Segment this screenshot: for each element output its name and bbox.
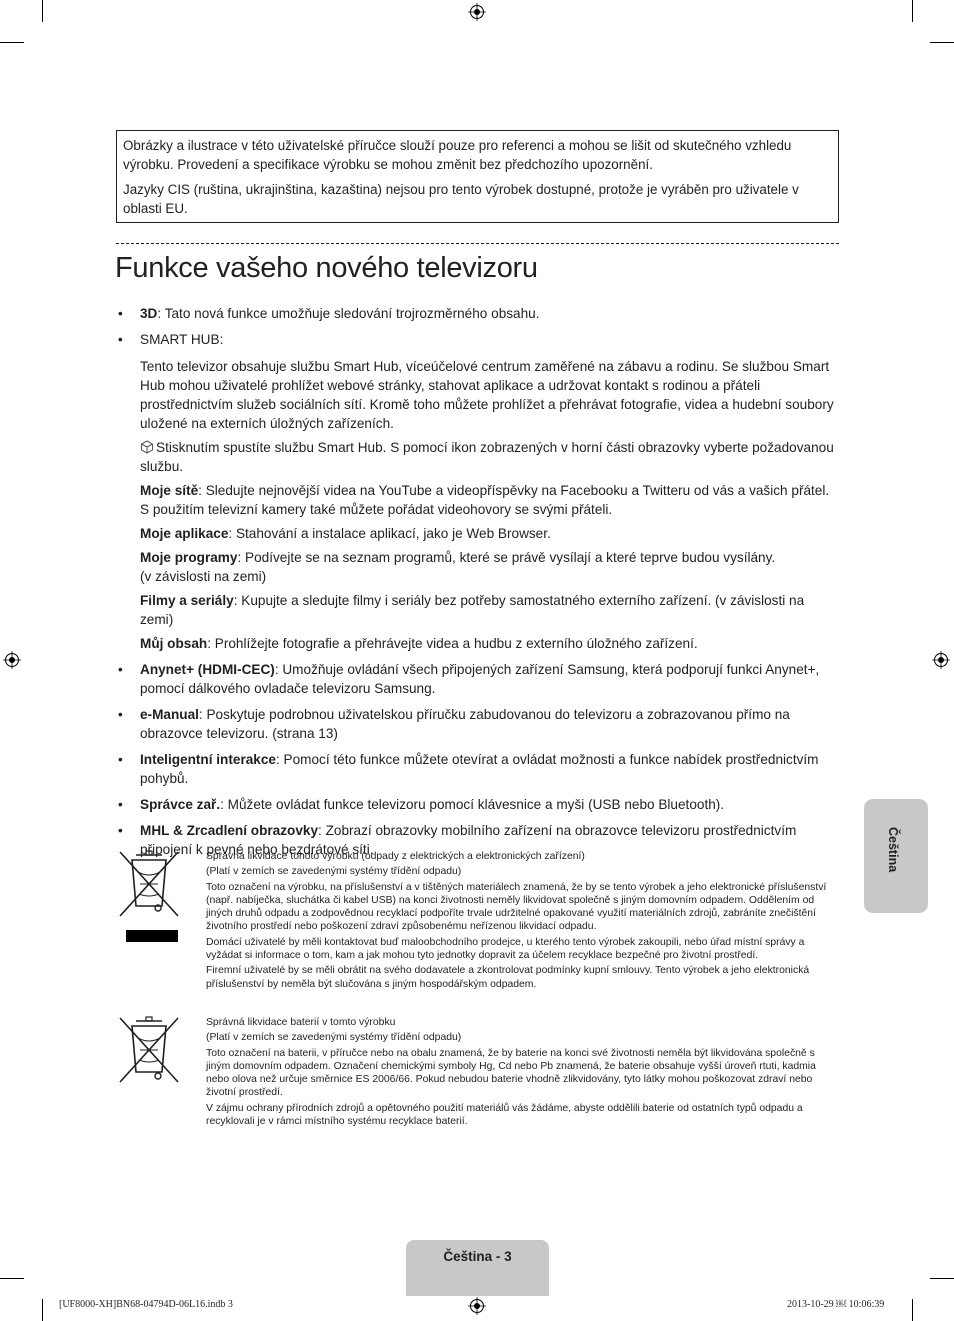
feature-label: 3D	[140, 306, 158, 321]
page-title: Funkce vašeho nového televizoru	[115, 252, 538, 284]
sub-label: Moje programy	[140, 550, 238, 565]
feature-label: Správce zař.	[140, 797, 221, 812]
crop-mark	[912, 1299, 913, 1321]
crossed-out-wheelie-bin-icon	[118, 1016, 180, 1086]
weee-paragraph: Domácí uživatelé by měli kontaktovat buď maloobchodního prodejce, u kterého tento výrobek zakoupili, nebo úřad místní správy a vyžádat si informace o tom, kam a jak mohou tyto jednotky dopravit za účelem recyklace bezpečné pro životní prostředí.	[206, 936, 805, 962]
my-apps-item	[140, 524, 840, 543]
weee-product-section	[118, 850, 838, 1000]
my-content-item	[140, 634, 840, 653]
feature-item-emanual	[116, 705, 840, 743]
weee-subheading: (Platí v zemích se zavedenými systémy třídění odpadu)	[206, 1032, 462, 1044]
disclaimer-box	[116, 130, 839, 223]
my-social-item	[140, 481, 840, 519]
bullet: •	[118, 797, 123, 812]
sub-label: Filmy a seriály	[140, 593, 234, 608]
weee-battery-section	[118, 1016, 838, 1146]
feature-text: : Pomocí této funkce můžete otevírat a ovládat možnosti a funkce nabídek prostřednictvím pohybů.	[140, 752, 819, 786]
feature-label: MHL & Zrcadlení obrazovky	[140, 823, 319, 838]
page-number-box	[406, 1240, 549, 1296]
registration-mark-icon	[3, 651, 21, 669]
bullet: •	[118, 332, 123, 347]
bullet: •	[118, 752, 123, 767]
crossed-out-wheelie-bin-icon	[118, 850, 180, 946]
weee-paragraph: V zájmu ochrany přírodních zdrojů a opětovného použití materiálů vás žádáme, abyste oddělili baterie od ostatních typů odpadu a recyklovali je v rámci místního systému recyklace baterií.	[206, 1102, 803, 1128]
sub-text: : Prohlížejte fotografie a přehrávejte videa a hudbu z externího úložného zařízení.	[207, 636, 698, 651]
smart-hub-icon	[140, 440, 154, 454]
language-tab-label: Čeština	[886, 827, 900, 873]
bullet: •	[118, 662, 123, 677]
section-divider	[116, 243, 839, 244]
feature-text: : Umožňuje ovládání všech připojených zařízení Samsung, která podporují funkci Anynet+, pomocí dálkového ovladače televizoru Samsung.	[140, 662, 820, 696]
feature-text: : Zobrazí obrazovky mobilního zařízení na obrazovce televizoru prostřednictvím připojení k pevné nebo bezdrátové síti.	[140, 823, 797, 857]
sub-label: Moje aplikace	[140, 526, 229, 541]
feature-item-smart-hub	[116, 330, 840, 653]
sub-label: Můj obsah	[140, 636, 208, 651]
sub-text: : Kupujte a sledujte filmy i seriály bez potřeby samostatného externího zařízení. (v závislosti na zemi)	[140, 593, 805, 627]
weee-heading: Správná likvidace tohoto výrobku (odpady z elektrických a elektronických zařízení)	[206, 851, 585, 862]
sub-text: : Stahování a instalace aplikací, jako je Web Browser.	[228, 526, 551, 541]
sub-text: : Podívejte se na seznam programů, které se právě vysílají a které teprve budou vysílány.	[237, 550, 776, 565]
weee-subheading: (Platí v zemích se zavedenými systémy třídění odpadu)	[206, 866, 462, 878]
feature-text: : Můžete ovládat funkce televizoru pomocí klávesnice a myši (USB nebo Bluetooth).	[220, 797, 725, 812]
page-number: Čeština - 3	[443, 1249, 512, 1264]
movies-item	[140, 591, 840, 629]
bullet: •	[118, 823, 123, 838]
feature-label: SMART HUB	[140, 332, 220, 347]
weee-product-text	[206, 850, 836, 993]
registration-mark-icon	[468, 1297, 486, 1315]
smart-hub-description: Tento televizor obsahuje službu Smart Hub, víceúčelové centrum zaměřené na zábavu a rodinu. Se službou Smart Hub mohou uživatelé prohlížet webové stránky, stahovat aplikace a udržovat kontakt s rodinou a přáteli prostřednictvím služeb sociálních sítí. Kromě toho můžete prohlížet a přehrávat fotografie, videa a hudební soubory uložené na externích úložných zařízeních.	[140, 359, 834, 431]
bullet: •	[118, 707, 123, 722]
crop-mark	[0, 1278, 24, 1279]
bullet: •	[118, 306, 123, 321]
feature-text: : Tato nová funkce umožňuje sledování trojrozměrného obsahu.	[157, 306, 540, 321]
feature-list	[116, 304, 840, 866]
registration-mark-icon	[468, 3, 486, 21]
sub-label: Moje sítě	[140, 483, 199, 498]
feature-label: e-Manual	[140, 707, 199, 722]
footer-file-name: [UF8000-XH]BN68-04794D-06L16.indb 3	[59, 1299, 233, 1310]
sub-note: (v závislosti na zemi)	[140, 569, 267, 584]
feature-label: Anynet+ (HDMI-CEC)	[140, 662, 275, 677]
feature-item-anynet	[116, 660, 840, 698]
feature-item-device-manager	[116, 795, 840, 814]
sub-text: : Sledujte nejnovější videa na YouTube a videopříspěvky na Facebooku a Twitteru od vás a vašich přátel. S použitím televizní kamery také můžete pořádat videohovory se svými přáteli.	[140, 483, 830, 517]
weee-paragraph: Toto označení na baterii, v příručce nebo na obalu znamená, že by baterie na konci své životnosti neměla být likvidována společně s jiným domovním odpadem. Označení chemickými symboly Hg, Cd nebo Pb znamená, že baterie obsahuje vyšší úroveň rtuti, kadmia nebo olova než určuje směrnice ES 2006/66. Pokud nebudou baterie vhodně zlikvidovány, tyto látky mohou poškozovat zdraví nebo životní prostředí.	[206, 1047, 816, 1099]
crop-mark	[930, 42, 954, 43]
language-note: Jazyky CIS (ruština, ukrajinština, kazaština) nejsou pro tento výrobek dostupné, protože je vyráběn pro uživatele v oblasti EU.	[123, 182, 799, 216]
disclaimer-text: Obrázky a ilustrace v této uživatelské příručce slouží pouze pro referenci a mohou se lišit od skutečného vzhledu výrobku. Provedení a specifikace výrobku se mohou změnit bez předchozího upozornění.	[123, 138, 792, 172]
smart-hub-icon-note	[140, 438, 840, 476]
language-side-tab	[864, 799, 928, 913]
weee-paragraph: Toto označení na výrobku, na příslušenství a v tištěných materiálech znamená, že by se tento výrobek a jeho elektronické příslušenství (např. nabíječka, sluchátka či kabel USB) na konci životnosti neměly likvidovat společně s jiným domovním odpadem. Oddělením od jiných druhů odpadu a zodpovědnou recyklací podpoříte trvale udržitelné opakované využití materiálních zdrojů, zabráníte znečištění životního prostředí nebo poškození zdraví způsobenému neřízenou likvidací odpadu.	[206, 881, 827, 933]
feature-item-3d	[116, 304, 840, 323]
weee-battery-text	[206, 1016, 836, 1130]
feature-item-smart-interaction	[116, 750, 840, 788]
crop-mark	[0, 42, 24, 43]
crop-mark	[42, 1299, 43, 1321]
smart-hub-details	[140, 357, 840, 653]
my-programs-item	[140, 548, 840, 586]
crop-mark	[930, 1278, 954, 1279]
weee-heading: Správná likvidace baterií v tomto výrobku	[206, 1017, 396, 1028]
feature-text: : Poskytuje podrobnou uživatelskou příručku zabudovanou do televizoru a zobrazovanou přímo na obrazovce televizoru. (strana 13)	[140, 707, 790, 741]
weee-paragraph: Firemní uživatelé by se měli obrátit na svého dodavatele a zkontrolovat podmínky kupní smlouvy. Tento výrobek a jeho elektronická příslušenství by neměla být slučována s jiným hospodářským odpadem.	[206, 965, 810, 990]
feature-label: Inteligentní interakce	[140, 752, 276, 767]
registration-mark-icon	[932, 651, 950, 669]
icon-note-text: Stisknutím spustíte službu Smart Hub. S pomocí ikon zobrazených v horní části obrazovky vyberte požadovanou službu.	[140, 440, 834, 474]
footer-timestamp: 2013-10-29 ￼ 10:06:39	[787, 1299, 885, 1310]
crop-mark	[912, 0, 913, 22]
feature-colon: :	[219, 332, 224, 347]
crop-mark	[42, 0, 43, 22]
